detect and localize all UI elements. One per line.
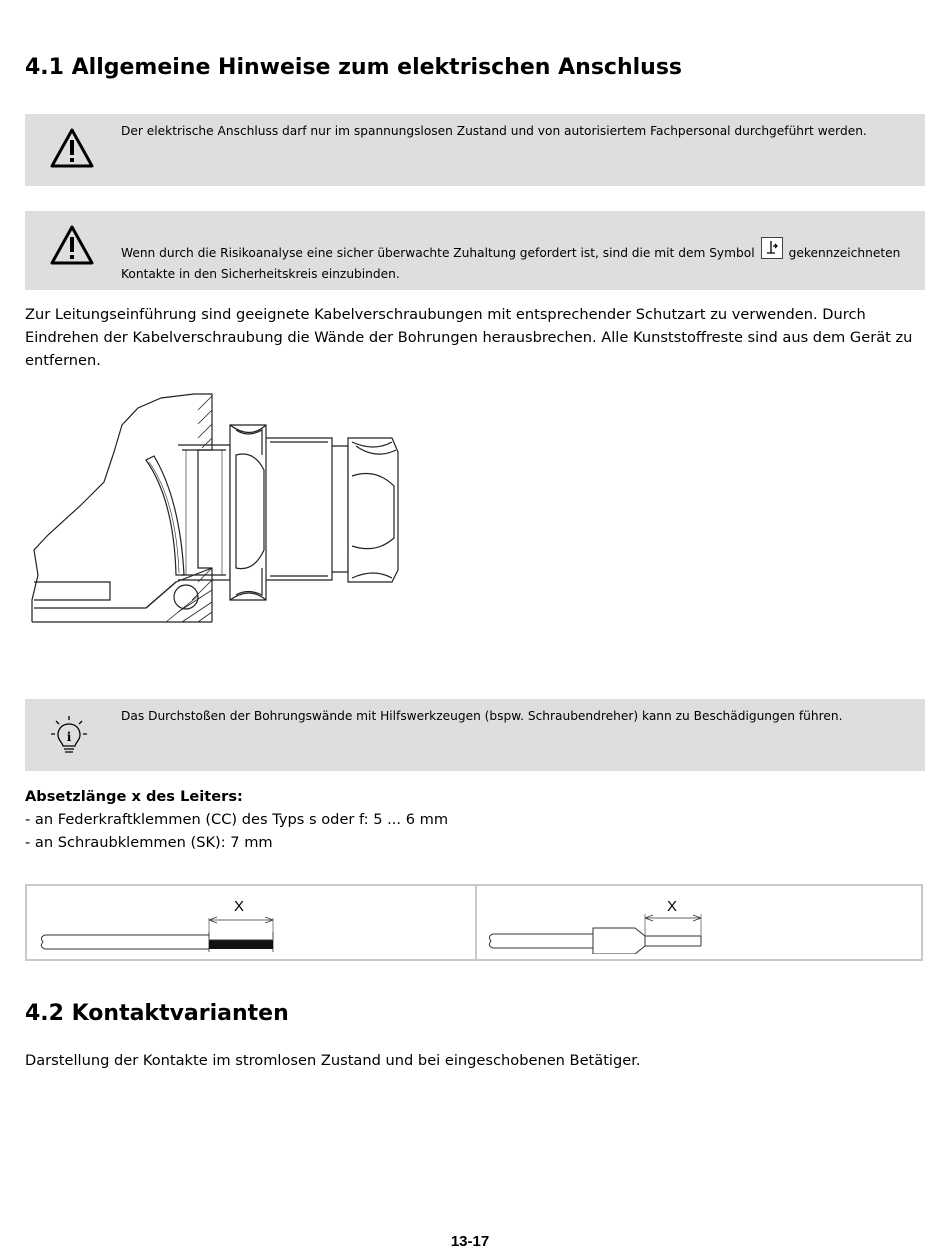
bare-wire-drawing bbox=[35, 894, 285, 954]
warning-triangle-icon bbox=[49, 127, 95, 169]
warning-2-line-2: Kontakte in den Sicherheitskreis einzubinden. bbox=[121, 267, 400, 281]
svg-text:i: i bbox=[66, 730, 72, 744]
warning-1-text: Der elektrische Anschluss darf nur im spannungslosen Zustand und von autorisiertem Fachpersonal durchgeführt werden. bbox=[121, 124, 867, 138]
locking-contact-symbol-icon bbox=[761, 237, 783, 259]
warning-note-2 bbox=[25, 211, 925, 290]
contact-variants-paragraph: Darstellung der Kontakte im stromlosen Zustand und bei eingeschobenen Betätiger. bbox=[25, 1052, 641, 1069]
cable-gland-drawing-icon bbox=[26, 390, 406, 630]
warning-2-line-1 bbox=[121, 237, 900, 265]
ferrule-wire-drawing bbox=[483, 894, 723, 954]
strip-length-line-2: - an Schraubklemmen (SK): 7 mm bbox=[25, 834, 273, 851]
strip-length-line-1: - an Federkraftklemmen (CC) des Typs s oder f: 5 ... 6 mm bbox=[25, 811, 449, 828]
warning-2-text-after: gekennzeichneten bbox=[788, 246, 901, 260]
strip-length-heading: Absetzlänge x des Leiters: bbox=[25, 788, 243, 805]
tip-note bbox=[25, 699, 925, 771]
section-title-4-2: 4.2 Kontaktvarianten bbox=[25, 1001, 289, 1026]
warning-note-1 bbox=[25, 114, 925, 186]
strip-label-left: X bbox=[234, 898, 245, 915]
lightbulb-info-icon bbox=[50, 714, 88, 756]
strip-length-block bbox=[25, 785, 930, 854]
figure-divider bbox=[475, 886, 477, 959]
strip-label-right: X bbox=[667, 898, 678, 915]
strip-length-figure bbox=[25, 884, 923, 961]
section-title-4-1: 4.1 Allgemeine Hinweise zum elektrischen Anschluss bbox=[25, 55, 683, 80]
page-number: 13-17 bbox=[450, 1233, 490, 1250]
cable-entry-paragraph: Zur Leitungseinführung sind geeignete Kabelverschraubungen mit entsprechender Schutzart zu verwenden. Durch Eindrehen der Kabelverschraubung die Wände der Bohrungen herausbrechen. Alle Kunststoffreste sind aus dem Gerät zu entfernen. bbox=[25, 306, 913, 369]
tip-text: Das Durchstoßen der Bohrungswände mit Hilfswerkzeugen (bspw. Schraubendreher) kann zu Beschädigungen führen. bbox=[121, 709, 843, 723]
warning-triangle-icon bbox=[49, 224, 95, 266]
warning-2-text-before: Wenn durch die Risikoanalyse eine sicher überwachte Zuhaltung gefordert ist, sind die mit dem Symbol bbox=[121, 246, 755, 260]
